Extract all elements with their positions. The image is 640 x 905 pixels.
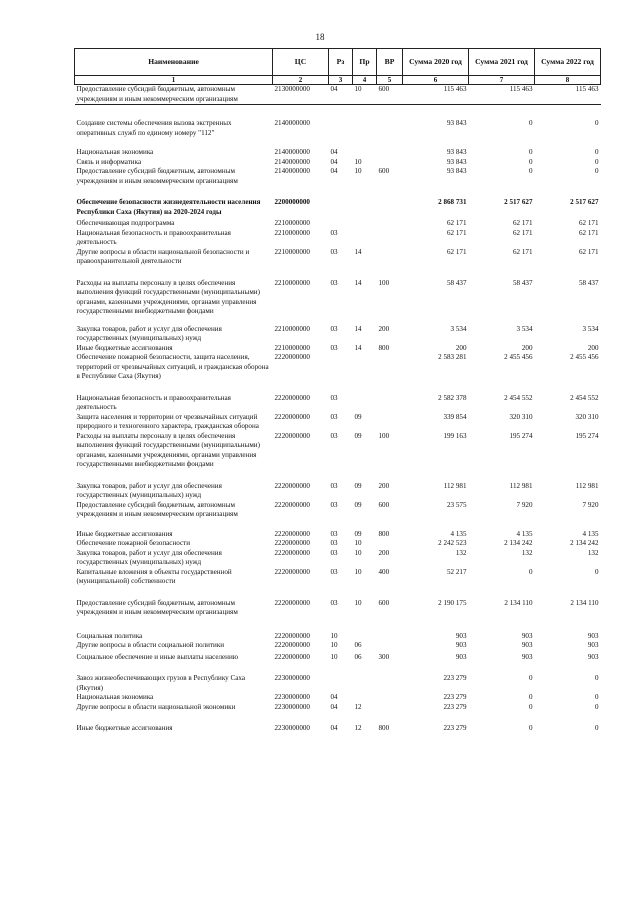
row-rz: 10 <box>330 652 338 661</box>
row-sum-2020: 115 463 <box>403 85 469 105</box>
row-vr: 100 <box>378 431 390 440</box>
row-cs: 2220000000 <box>274 598 310 607</box>
table-row <box>75 138 601 158</box>
row-sum-2022: 62 171 <box>578 219 599 228</box>
table-row <box>75 703 601 713</box>
table-row <box>75 712 601 734</box>
row-name: Другие вопросы в области национальной безопасности и правоохранительной деятельности <box>76 247 250 266</box>
table-row <box>75 520 601 540</box>
table-row <box>75 267 601 317</box>
row-sum-2022: 903 <box>587 631 599 640</box>
column-number: 8 <box>535 76 601 85</box>
row-name: Социальная политика <box>76 631 143 640</box>
column-number: 5 <box>377 76 403 85</box>
row-sum-2022: 2 134 242 <box>570 539 599 548</box>
row-sum-2020: 62 171 <box>446 219 467 228</box>
table-row <box>75 693 601 703</box>
table-row <box>75 85 601 105</box>
header-sum-2021: Сумма 2021 год <box>469 49 535 76</box>
table-row <box>75 618 601 642</box>
page-number: 18 <box>315 32 325 42</box>
table-body <box>75 85 601 734</box>
row-cs: 2140000000 <box>274 157 310 166</box>
row-rz: 03 <box>330 393 338 402</box>
row-rz: 04 <box>329 85 353 105</box>
row-name: Защита населения и территории от чрезвычайных ситуаций природного и техногенного характера, гражданская оборона <box>76 412 259 431</box>
row-vr: 200 <box>378 324 390 333</box>
row-sum-2022: 320 310 <box>575 412 599 421</box>
row-sum-2022: 2 134 110 <box>570 598 599 607</box>
row-sum-2021: 0 <box>528 148 533 157</box>
row-sum-2021: 132 <box>521 548 533 557</box>
row-sum-2021: 2 134 242 <box>504 539 533 548</box>
row-pr <box>353 229 377 248</box>
row-cs: 2220000000 <box>274 529 310 538</box>
column-number: 2 <box>273 76 329 85</box>
row-sum-2022: 62 171 <box>578 247 599 256</box>
table-row <box>75 568 601 587</box>
header-cs: ЦС <box>273 49 329 76</box>
row-rz: 03 <box>330 481 338 490</box>
row-sum-2020: 903 <box>455 641 467 650</box>
row-sum-2022: 0 <box>594 119 599 128</box>
row-sum-2020: 132 <box>455 548 467 557</box>
row-sum-2022: 903 <box>587 652 599 661</box>
row-vr <box>377 539 403 549</box>
row-name: Национальная безопасность и правоохранительная деятельность <box>76 228 231 247</box>
row-cs: 2230000000 <box>274 724 310 733</box>
row-pr: 10 <box>354 598 362 607</box>
row-sum-2022: 7 920 <box>582 500 599 509</box>
row-sum-2022: 903 <box>587 641 599 650</box>
row-sum-2021: 2 517 627 <box>504 198 533 207</box>
row-pr <box>353 618 377 642</box>
row-sum-2020: 339 854 <box>443 412 467 421</box>
row-sum-2022: 0 <box>594 167 599 176</box>
row-sum-2020: 223 279 <box>443 674 467 683</box>
row-vr: 600 <box>378 500 390 509</box>
row-vr <box>377 618 403 642</box>
row-cs: 2220000000 <box>274 631 310 640</box>
row-sum-2022: 0 <box>594 157 599 166</box>
row-sum-2020: 2 868 731 <box>438 198 467 207</box>
row-cs: 2220000000 <box>274 412 310 421</box>
row-sum-2020: 93 843 <box>446 167 467 176</box>
row-cs: 2220000000 <box>274 500 310 509</box>
table-row <box>75 158 601 168</box>
row-vr: 600 <box>378 167 390 176</box>
row-sum-2020: 2 582 378 <box>438 393 467 402</box>
row-sum-2022: 62 171 <box>578 228 599 237</box>
row-vr: 400 <box>378 567 390 576</box>
row-vr: 300 <box>378 652 390 661</box>
table-row <box>75 217 601 229</box>
row-sum-2021: 903 <box>521 631 533 640</box>
row-sum-2020: 903 <box>455 652 467 661</box>
row-rz <box>329 662 353 693</box>
row-vr <box>377 105 403 139</box>
row-sum-2020: 62 171 <box>446 228 467 237</box>
row-cs: 2220000000 <box>274 481 310 490</box>
row-rz: 04 <box>330 724 338 733</box>
header-rz: Рз <box>329 49 353 76</box>
row-sum-2021: 58 437 <box>512 278 533 287</box>
row-name: Создание системы обеспечения вызова экстренных оперативных служб по единому номеру "112" <box>76 119 232 137</box>
row-name: Иные бюджетные ассигнования <box>76 529 173 538</box>
row-rz <box>329 353 353 382</box>
row-cs: 2130000000 <box>273 85 329 105</box>
row-rz: 03 <box>330 431 338 440</box>
row-sum-2020: 200 <box>455 343 467 352</box>
row-name: Национальная экономика <box>76 693 154 702</box>
row-name: Обеспечение пожарной безопасности, защита населения, территорий от чрезвычайных ситуаций, и гражданская оборона в Республике Саха (Якутия) <box>76 353 269 381</box>
row-rz <box>329 105 353 139</box>
row-sum-2020: 2 242 523 <box>438 539 467 548</box>
row-cs: 2210000000 <box>274 324 310 333</box>
row-vr <box>377 248 403 267</box>
row-cs: 2200000000 <box>274 198 310 207</box>
row-pr <box>353 662 377 693</box>
row-name: Национальная экономика <box>76 148 154 157</box>
row-rz: 03 <box>330 529 338 538</box>
row-name: Закупка товаров, работ и услуг для обеспечения государственных (муниципальных) нужд <box>76 548 222 567</box>
row-pr: 10 <box>354 157 362 166</box>
row-sum-2022: 200 <box>587 343 599 352</box>
column-number: 1 <box>75 76 273 85</box>
row-rz: 03 <box>330 343 338 352</box>
row-sum-2020: 903 <box>455 631 467 640</box>
row-pr: 12 <box>354 702 362 711</box>
row-sum-2021: 0 <box>528 119 533 128</box>
row-vr <box>377 229 403 248</box>
row-sum-2020: 112 981 <box>443 481 467 490</box>
row-rz: 03 <box>330 598 338 607</box>
row-name: Расходы на выплаты персоналу в целях обеспечения выполнения функций государственными (муниципальными) органами, казенными учреждениями, органами управления государственными внебюджетными фондами <box>76 278 260 316</box>
row-sum-2021: 0 <box>528 167 533 176</box>
row-rz: 03 <box>330 324 338 333</box>
row-pr <box>353 382 377 413</box>
row-name: Закупка товаров, работ и услуг для обеспечения государственных (муниципальных) нужд <box>76 481 222 500</box>
row-sum-2020: 62 171 <box>446 247 467 256</box>
row-cs: 2230000000 <box>274 702 310 711</box>
table-row <box>75 229 601 248</box>
row-cs: 2220000000 <box>274 567 310 576</box>
row-cs: 2230000000 <box>274 693 310 702</box>
budget-table <box>74 48 601 734</box>
row-rz: 03 <box>330 500 338 509</box>
row-name: Закупка товаров, работ и услуг для обеспечения государственных (муниципальных) нужд <box>76 324 222 343</box>
row-vr: 600 <box>378 598 390 607</box>
row-sum-2021: 62 171 <box>512 247 533 256</box>
header-pr: Пр <box>353 49 377 76</box>
row-pr <box>353 693 377 703</box>
row-rz: 03 <box>330 412 338 421</box>
row-sum-2021: 903 <box>521 641 533 650</box>
row-pr: 09 <box>354 481 362 490</box>
row-sum-2021: 2 455 456 <box>504 353 533 362</box>
row-cs: 2210000000 <box>274 278 310 287</box>
row-sum-2021: 0 <box>528 693 533 702</box>
row-pr <box>353 217 377 229</box>
row-sum-2021: 0 <box>528 674 533 683</box>
row-pr: 09 <box>354 412 362 421</box>
row-pr: 10 <box>354 548 362 557</box>
row-pr <box>353 138 377 158</box>
row-sum-2021: 112 981 <box>509 481 533 490</box>
row-sum-2020: 199 163 <box>443 431 467 440</box>
row-name: Другие вопросы в области социальной политики <box>76 641 225 650</box>
row-rz: 04 <box>330 693 338 702</box>
row-rz: 03 <box>330 228 338 237</box>
row-sum-2020: 2 583 281 <box>438 353 467 362</box>
row-cs: 2230000000 <box>274 674 310 683</box>
row-sum-2020: 23 575 <box>446 500 467 509</box>
row-sum-2021: 3 534 <box>516 324 533 333</box>
row-cs: 2220000000 <box>274 353 310 362</box>
row-sum-2021: 195 274 <box>509 431 533 440</box>
row-sum-2020: 223 279 <box>443 693 467 702</box>
row-sum-2021: 62 171 <box>512 228 533 237</box>
row-cs: 2140000000 <box>274 119 310 128</box>
table-row <box>75 353 601 382</box>
row-pr <box>353 186 377 217</box>
row-sum-2022: 4 135 <box>582 529 599 538</box>
row-sum-2022: 0 <box>594 148 599 157</box>
row-sum-2022: 0 <box>594 693 599 702</box>
row-rz: 04 <box>330 157 338 166</box>
row-cs: 2220000000 <box>274 548 310 557</box>
row-pr: 09 <box>354 500 362 509</box>
row-sum-2022: 0 <box>594 674 599 683</box>
row-name: Обеспечение безопасности жизнедеятельности населения Республики Саха (Якутия) на 2020-2024 годы <box>76 198 261 216</box>
row-vr: 200 <box>378 481 390 490</box>
table-row <box>75 413 601 432</box>
row-sum-2021: 200 <box>521 343 533 352</box>
row-name: Связь и информатика <box>76 157 142 166</box>
row-rz <box>329 217 353 229</box>
row-cs: 2210000000 <box>274 219 310 228</box>
table-row <box>75 344 601 354</box>
row-sum-2021: 0 <box>528 724 533 733</box>
row-pr: 14 <box>354 247 362 256</box>
table-row <box>75 651 601 663</box>
row-vr <box>377 382 403 413</box>
row-name: Предоставление субсидий бюджетным, автономным учреждениям и иным некоммерческим организациям <box>76 598 238 617</box>
row-sum-2022: 115 463 <box>535 85 601 105</box>
row-cs: 2220000000 <box>274 431 310 440</box>
row-pr: 14 <box>354 278 362 287</box>
row-sum-2020: 223 279 <box>443 702 467 711</box>
row-sum-2020: 52 217 <box>446 567 467 576</box>
header-vr: ВР <box>377 49 403 76</box>
row-name: Расходы на выплаты персоналу в целях обеспечения выполнения функций государственными (муниципальными) органами, казенными учреждениями, органами управления государственными внебюджетными фондами <box>76 431 260 469</box>
row-pr: 14 <box>354 343 362 352</box>
row-sum-2021: 2 454 552 <box>504 393 533 402</box>
row-sum-2022: 195 274 <box>575 431 599 440</box>
row-sum-2020: 93 843 <box>446 148 467 157</box>
table-row <box>75 186 601 217</box>
row-vr: 800 <box>378 343 390 352</box>
row-sum-2020: 2 190 175 <box>438 598 467 607</box>
table-row <box>75 587 601 618</box>
row-sum-2022: 2 454 552 <box>570 393 599 402</box>
row-sum-2022: 2 517 627 <box>570 198 599 207</box>
header-name: Наименование <box>75 49 273 76</box>
row-sum-2021: 115 463 <box>469 85 535 105</box>
column-number: 3 <box>329 76 353 85</box>
row-pr: 06 <box>354 652 362 661</box>
row-sum-2020: 93 843 <box>446 157 467 166</box>
table-row <box>75 501 601 520</box>
column-number: 6 <box>403 76 469 85</box>
row-pr <box>353 105 377 139</box>
row-name: Предоставление субсидий бюджетным, автономным учреждениям и иным некоммерческим организациям <box>76 167 238 185</box>
row-sum-2021: 0 <box>528 157 533 166</box>
row-pr: 14 <box>354 324 362 333</box>
column-number-row <box>75 76 601 85</box>
row-rz: 03 <box>330 539 338 548</box>
row-cs: 2140000000 <box>274 148 310 157</box>
row-sum-2022: 58 437 <box>578 278 599 287</box>
row-vr <box>377 662 403 693</box>
row-vr <box>377 413 403 432</box>
table-row <box>75 641 601 651</box>
row-sum-2020: 3 534 <box>450 324 467 333</box>
row-pr: 10 <box>353 85 377 105</box>
row-sum-2021: 903 <box>521 652 533 661</box>
row-pr: 10 <box>354 567 362 576</box>
table-row <box>75 167 601 186</box>
row-name: Предоставление субсидий бюджетным, автономным учреждениям и иным некоммерческим организациям <box>76 500 238 519</box>
row-sum-2022: 132 <box>587 548 599 557</box>
row-rz: 10 <box>330 631 338 640</box>
table-row <box>75 248 601 267</box>
table-row <box>75 382 601 413</box>
table-row <box>75 470 601 501</box>
row-name: Национальная безопасность и правоохранительная деятельность <box>76 393 231 412</box>
row-pr: 09 <box>354 431 362 440</box>
column-number: 4 <box>353 76 377 85</box>
row-name: Иные бюджетные ассигнования <box>76 343 173 352</box>
row-vr: 800 <box>378 724 390 733</box>
row-name: Предоставление субсидий бюджетным, автономным учреждениям и иным некоммерческим организациям <box>75 85 273 105</box>
row-vr <box>377 353 403 382</box>
row-sum-2021: 4 135 <box>516 529 533 538</box>
row-rz: 04 <box>330 167 338 176</box>
row-rz: 04 <box>330 148 338 157</box>
row-cs: 2210000000 <box>274 228 310 237</box>
row-vr <box>377 217 403 229</box>
row-cs: 2220000000 <box>274 652 310 661</box>
row-name: Иные бюджетные ассигнования <box>76 724 173 733</box>
row-sum-2021: 0 <box>528 702 533 711</box>
table-row <box>75 105 601 139</box>
row-sum-2022: 0 <box>594 724 599 733</box>
row-name: Завоз жизнеобеспечивающих грузов в Республику Саха (Якутия) <box>76 674 245 692</box>
row-sum-2020: 4 135 <box>450 529 467 538</box>
row-vr: 200 <box>378 548 390 557</box>
table-row <box>75 549 601 568</box>
row-sum-2020: 58 437 <box>446 278 467 287</box>
row-sum-2021: 320 310 <box>509 412 533 421</box>
table-row <box>75 432 601 470</box>
row-sum-2021: 2 134 110 <box>504 598 533 607</box>
row-vr <box>377 138 403 158</box>
row-cs: 2210000000 <box>274 343 310 352</box>
row-vr: 600 <box>377 85 403 105</box>
row-pr <box>353 353 377 382</box>
row-vr <box>377 693 403 703</box>
row-rz <box>329 186 353 217</box>
row-sum-2022: 0 <box>594 567 599 576</box>
table-row <box>75 539 601 549</box>
row-vr <box>377 158 403 168</box>
row-cs: 2220000000 <box>274 393 310 402</box>
row-pr: 09 <box>354 529 362 538</box>
row-rz: 04 <box>330 702 338 711</box>
row-rz: 03 <box>330 548 338 557</box>
row-name: Обеспечение пожарной безопасности <box>76 539 191 548</box>
row-sum-2022: 3 534 <box>582 324 599 333</box>
row-sum-2021: 62 171 <box>512 219 533 228</box>
row-name: Социальное обеспечение и иные выплаты населению <box>76 652 239 661</box>
row-sum-2022: 112 981 <box>575 481 599 490</box>
row-name: Другие вопросы в области национальной экономики <box>76 702 236 711</box>
row-rz: 03 <box>330 247 338 256</box>
row-cs: 2210000000 <box>274 247 310 256</box>
row-vr: 100 <box>378 278 390 287</box>
row-pr: 10 <box>354 167 362 176</box>
row-pr: 06 <box>354 641 362 650</box>
row-name: Обеспечивающая подпрограмма <box>76 219 175 228</box>
row-vr <box>377 186 403 217</box>
header-sum-2020: Сумма 2020 год <box>403 49 469 76</box>
row-vr <box>377 641 403 651</box>
table-row <box>75 662 601 693</box>
row-cs: 2220000000 <box>274 539 310 548</box>
row-sum-2020: 93 843 <box>446 119 467 128</box>
table-header-row <box>75 49 601 76</box>
row-cs: 2220000000 <box>274 641 310 650</box>
row-cs: 2140000000 <box>274 167 310 176</box>
row-sum-2021: 7 920 <box>516 500 533 509</box>
header-sum-2022: Сумма 2022 год <box>535 49 601 76</box>
row-rz: 03 <box>330 567 338 576</box>
row-name: Капитальные вложения в объекты государственной (муниципальной) собственности <box>76 567 232 586</box>
column-number: 7 <box>469 76 535 85</box>
row-sum-2022: 2 455 456 <box>570 353 599 362</box>
table-row <box>75 317 601 344</box>
row-sum-2022: 0 <box>594 702 599 711</box>
row-pr: 10 <box>354 539 362 548</box>
row-rz: 03 <box>330 278 338 287</box>
row-sum-2020: 223 279 <box>443 724 467 733</box>
row-vr <box>377 703 403 713</box>
row-vr: 800 <box>378 529 390 538</box>
row-rz: 10 <box>330 641 338 650</box>
row-sum-2021: 0 <box>528 567 533 576</box>
row-pr: 12 <box>354 724 362 733</box>
